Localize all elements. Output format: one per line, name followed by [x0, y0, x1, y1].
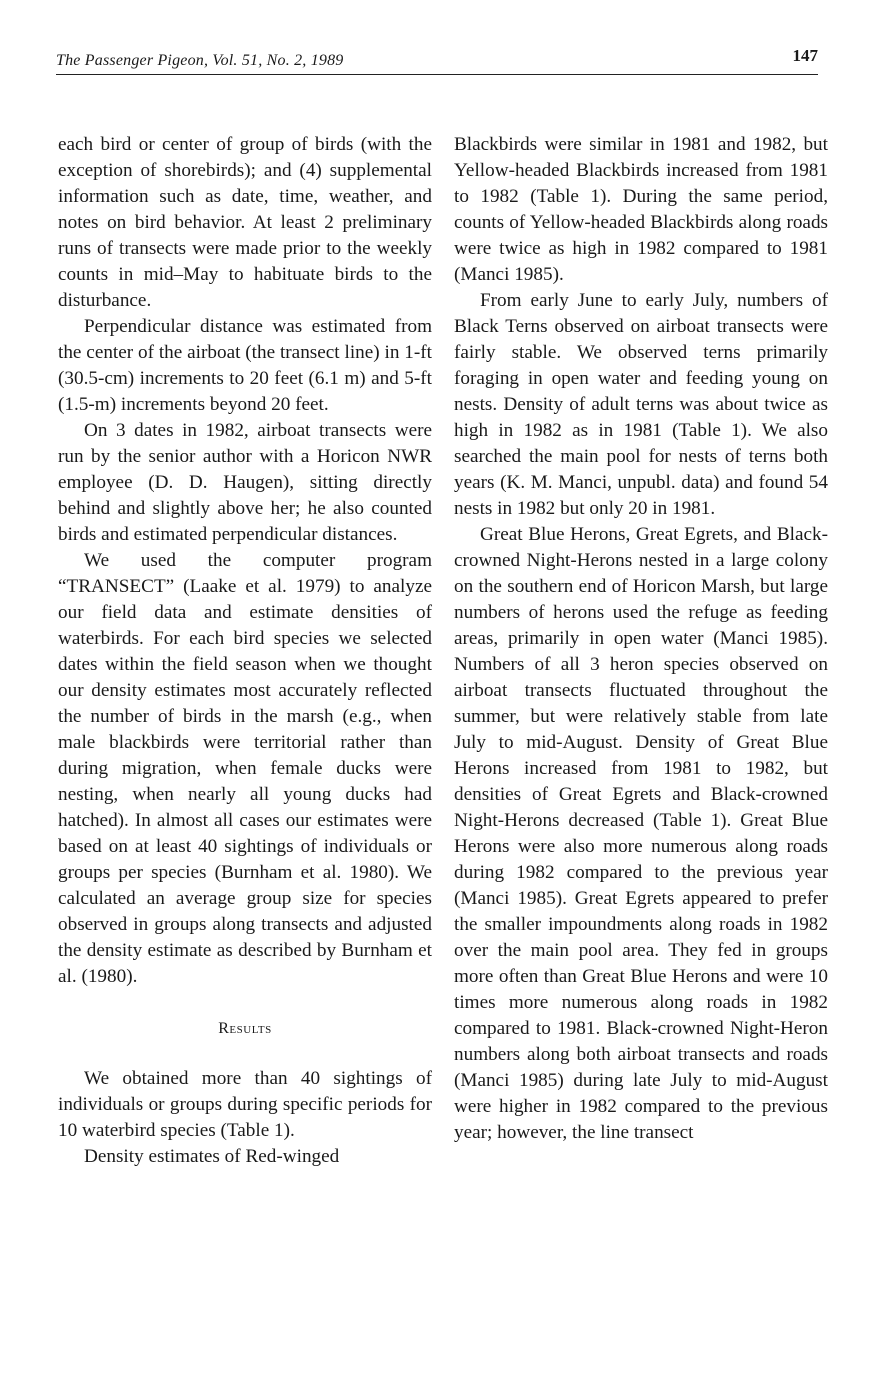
paragraph-herons: Great Blue Herons, Great Egrets, and Black-crowned Night-Herons nested in a large colony on the southern end of Horicon Marsh, but large numbers of herons used the refuge as feeding areas, primarily in open water (Manci 1985). Numbers of all 3 heron species observed on airboat transects fluctuated throughout the summer, but were relatively stable from late July to mid-August. Density of Great Blue Herons increased from 1981 to 1982, but densities of Great Egrets and Black-crowned Night-Herons decreased (Table 1). Great Blue Herons were also more numerous along roads during 1982 compared to the previous year (Manci 1985). Great Egrets appeared to prefer the smaller impoundments along roads in 1982 over the main pool area. They fed in groups more often than Great Blue Herons and were 10 times more numerous along roads in 1982 compared to 1981. Black-crowned Night-Heron numbers along both airboat transects and roads (Manci 1985) during late July to mid-August were higher in 1982 compared to the previous year; however, the line transect — [454, 524, 828, 1143]
section-heading-results: Results — [218, 1020, 272, 1037]
paragraph-perpendicular-distance: Perpendicular distance was estimated from the center of the airboat (the transect line) in 1-ft (30.5-cm) increments to 20 feet (6.1 m) and 5-ft (1.5-m) increments beyond 20 feet. — [58, 316, 432, 415]
paragraph-observer-dates: On 3 dates in 1982, airboat transects were run by the senior author with a Horicon NWR employee (D. D. Haugen), sitting directly behind and slightly above her; he also counted birds and estimated perpendicular distances. — [58, 420, 432, 545]
running-header — [56, 44, 818, 75]
page-number: 147 — [792, 46, 818, 65]
paragraph-black-terns: From early June to early July, numbers of Black Terns observed on airboat transects were fairly stable. We observed terns primarily foraging in open water and feeding young on nests. Density of adult terns was about twice as high in 1982 as in 1981 (Table 1). We also searched the main pool for nests of terns both years (K. M. Manci, unpubl. data) and found 54 nests in 1982 but only 20 in 1981. — [454, 290, 828, 519]
paragraph-results-intro: We obtained more than 40 sightings of individuals or groups during specific periods for 10 waterbird species (Table 1). — [58, 1068, 432, 1141]
journal-title: The Passenger Pigeon, Vol. 51, No. 2, 1989 — [56, 52, 344, 69]
paragraph-transect-program: We used the computer program “TRANSECT” (Laake et al. 1979) to analyze our field data and estimate densities of waterbirds. For each bird species we selected dates within the field season when we thought our density estimates most accurately reflected the number of birds in the marsh (e.g., when male blackbirds were territorial rather than during migration, when female ducks were nesting, when nearly all young ducks had hatched). In almost all cases our estimates were based on at least 40 sightings of individuals or groups per species (Burnham et al. 1980). We calculated an average group size for species observed in groups along transects and adjusted the density estimate as described by Burnham et al. (1980). — [58, 550, 432, 987]
paragraph-blackbirds: Blackbirds were similar in 1981 and 1982, but Yellow-headed Blackbirds increased from 1981 to 1982 (Table 1). During the same period, counts of Yellow-headed Blackbirds along roads were twice as high in 1982 compared to 1981 (Manci 1985). — [454, 134, 828, 285]
paragraph-methods-continued: each bird or center of group of birds (with the exception of shorebirds); and (4) supplemental information such as date, time, weather, and notes on bird behavior. At least 2 preliminary runs of transects were made prior to the weekly counts in mid–May to habituate birds to the disturbance. — [58, 134, 432, 311]
paragraph-density-start: Density estimates of Red-winged — [84, 1146, 340, 1167]
right-column — [454, 132, 828, 1146]
left-column — [58, 132, 432, 1170]
